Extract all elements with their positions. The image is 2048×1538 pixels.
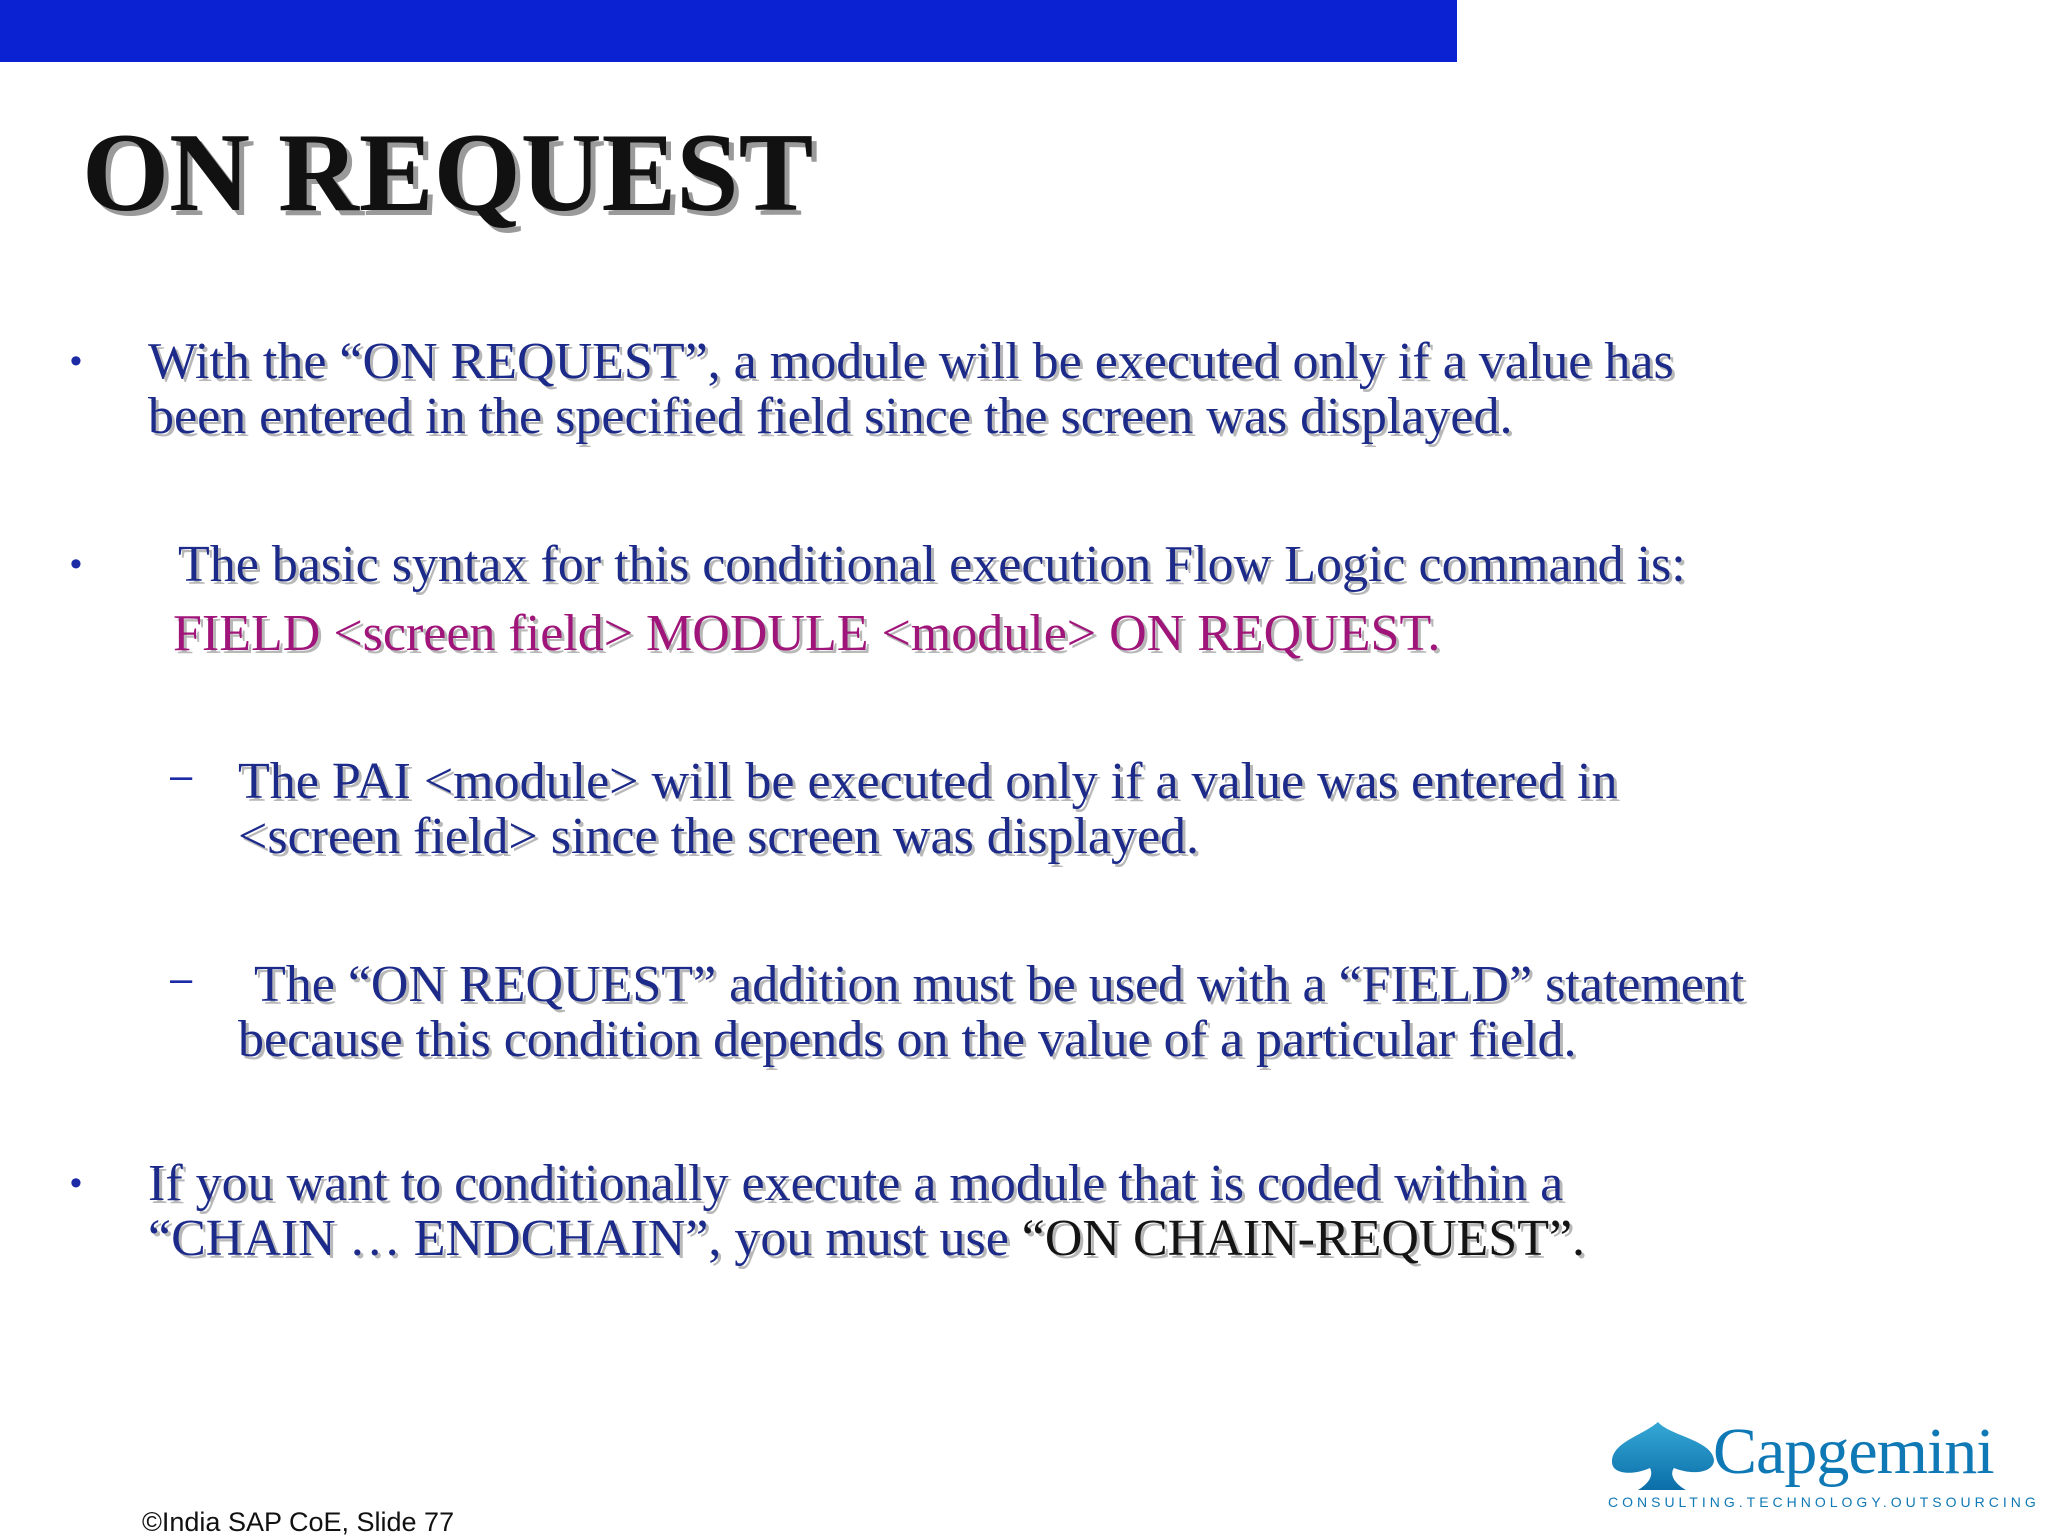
bullet-3-line-1: If you want to conditionally execute a module that is coded within a <box>148 1155 1564 1212</box>
bullet-1-line-1: With the “ON REQUEST”, a module will be executed only if a value has <box>148 333 1674 390</box>
bullet-marker: • <box>70 545 82 583</box>
sub-bullet-dash: – <box>170 957 193 1001</box>
sub-bullet-1-line-1: The PAI <module> will be executed only if a value was entered in <box>238 753 1618 810</box>
bullet-marker: • <box>70 342 82 380</box>
bullet-1-line-2: been entered in the specified field since the screen was displayed. <box>148 388 1513 445</box>
bullet-3-line-2 <box>148 1211 1585 1266</box>
capgemini-logo <box>1608 1415 2040 1518</box>
bullet-2-line-1: The basic syntax for this conditional execution Flow Logic command is: <box>178 536 1686 593</box>
sub-bullet-1-line-2: <screen field> since the screen was displayed. <box>238 808 1200 865</box>
bullet-marker: • <box>70 1164 82 1202</box>
logo-wordmark: Capgemini <box>1713 1415 1994 1488</box>
bullet-3-line-2-text: “CHAIN … ENDCHAIN”, you must use <box>148 1210 1022 1267</box>
logo-tagline: CONSULTING.TECHNOLOGY.OUTSOURCING <box>1608 1494 2040 1510</box>
spade-icon <box>1608 1418 1718 1490</box>
sub-bullet-2-line-2: because this condition depends on the value of a particular field. <box>238 1011 1577 1068</box>
slide-footer: ©India SAP CoE, Slide 77 <box>142 1507 455 1537</box>
syntax-line: FIELD <screen field> MODULE <module> ON REQUEST. <box>173 605 1441 662</box>
top-accent-bar <box>0 0 1457 62</box>
on-chain-request-highlight: “ON CHAIN-REQUEST”. <box>1021 1210 1586 1267</box>
sub-bullet-2-line-1: The “ON REQUEST” addition must be used with a “FIELD” statement <box>254 956 1745 1013</box>
slide-title: ON REQUEST <box>82 111 814 235</box>
sub-bullet-dash: – <box>170 754 193 798</box>
